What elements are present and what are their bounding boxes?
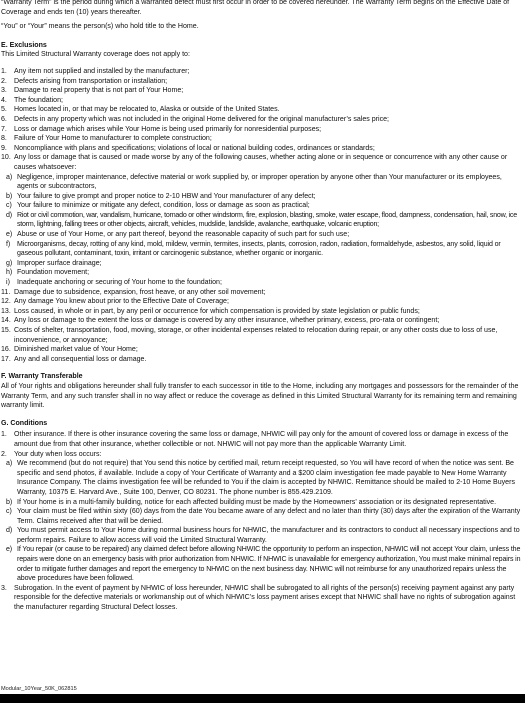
transfer-heading: F. Warranty Transferable [1,373,83,381]
exclusion-item: 11. Damage due to subsidence, expansion, frost heave, or any other soil movement; [1,288,266,296]
condition-subitem: c) Your claim must be filed within sixty (60) days from the date You became aware of any defect and no later than thirty (30) days after the expiration of the Warranty Term. Claims received after that will be denied. [6,508,521,525]
condition-subitem: b) If Your home is in a multi-family building, notice for each affected building must be made by the Homeowners’ association or its designated representative. [6,498,497,506]
warranty-document-page [1,0,522,613]
exclusion-subitem: a) Negligence, improper maintenance, defective material or work supplied by, or improper operation by anyone other than Your manufacturer or its employees, agents or subcontractors, [6,173,502,191]
exclusion-item: 4. The foundation; [1,96,63,104]
exclusion-item: 8. Failure of Your Home to manufacturer to complete construction; [1,135,212,143]
condition-item: 2. Your duty when loss occurs: [1,450,102,458]
exclusion-subitem: b) Your failure to give prompt and proper notice to 2-10 HBW and Your manufacturer of any defect; [6,192,316,200]
exclusion-item: 1. Any item not supplied and installed by the manufacturer; [1,67,190,75]
exclusion-item: 5. Homes located in, or that may be relocated to, Alaska or outside of the United States. [1,106,280,114]
exclusion-item: 17. Any and all consequential loss or damage. [1,355,147,363]
exclusions-list [1,67,522,364]
footer-bar [0,694,525,703]
condition-subitem: d) You must permit access to Your Home during normal business hours for NHWIC, the manufacturer and its contractors to conduct all necessary inspections and to perform repairs. Failure to allow access will void the Limited Structural Warranty. [6,527,520,544]
document-footer-code: Modular_10Year_50K_062815 [1,686,77,692]
conditions-list [1,430,522,612]
exclusion-item: 3. Damage to real property that is not part of Your Home; [1,87,184,95]
exclusion-item: 16. Diminished market value of Your Home; [1,346,138,354]
conditions-heading: G. Conditions [1,419,48,427]
exclusions-intro: This Limited Structural Warranty coverage does not apply to: [1,51,190,59]
exclusion-subitem: d) Riot or civil commotion, war, vandalism, hurricane, tornado or other windstorm, fire, explosion, blasting, smoke, water escape, flood, dampness, condensation, hail, snow, ice storm, lightning, falling trees or other objects, aircraft, vehicles, mudslide, landslide, avalanche, earthquake, volcanic eruption; [6,211,517,229]
exclusion-item: 9. Noncompliance with plans and specifications; violations of local or national building codes, ordinances or standards; [1,144,375,152]
exclusion-item: 12. Any damage You knew about prior to the Effective Date of Coverage; [1,298,229,306]
warranty-term-definition: “Warranty Term” is the period during which a warranted defect must first occur in order to be covered hereunder. The Warranty Term begins on the Effective Date of Coverage and ends ten (10) years thereafter. [1,0,510,16]
you-definition: “You” or “Your” means the person(s) who hold title to the Home. [1,23,199,31]
exclusion-subitem: f) Microorganisms, decay, rotting of any kind, mold, mildew, vermin, termites, insects, plants, corrosion, radon, radiation, formaldehyde, asbestos, any solid, liquid or gaseous pollutant, contaminant, toxin, irritant or carcinogenic substance, whether organic or inorganic. [6,240,501,258]
condition-subitem: e) If You repair (or cause to be repaired) any claimed defect before allowing NHWIC the opportunity to perform an inspection, NHWIC will not accept Your claim, unless the repairs were done on an emergency basis with prior authorization from NHWIC. If NHWIC is unavailable for emergency authorization, You must make minimal repairs in order to mitigate further damages and report the emergency to NHWIC on the next business day. NHWIC will not reimburse for any unauthorized repairs unless the above procedures have been followed. [6,546,521,583]
exclusion-subitem: c) Your failure to minimize or mitigate any defect, condition, loss or damage as soon as practical; [6,202,310,210]
exclusion-item: 15. Costs of shelter, transportation, food, moving, storage, or other incidental expenses related to relocation during repair, or any other costs due to loss of use, inconvenience, or annoyance; [1,327,498,344]
exclusion-subitem: e) Abuse or use of Your Home, or any part thereof, beyond the reasonable capacity of such part for such use; [6,231,350,239]
exclusion-item: 7. Loss or damage which arises while Your Home is being used primarily for nonresidential purposes; [1,125,322,133]
exclusion-item: 13. Loss caused, in whole or in part, by any peril or occurrence for which compensation is provided by state legislation or public funds; [1,307,420,315]
exclusion-subitem: g) Improper surface drainage; [6,259,102,267]
exclusion-item: 14. Any loss or damage to the extent the loss or damage is covered by any other insurance, whether primary, excess, pro-rata or contingent; [1,317,440,325]
exclusion-item: 6. Defects in any property which was not included in the original Home delivered for the original manufacturer’s sales price; [1,115,389,123]
transfer-body: All of Your rights and obligations hereunder shall fully transfer to each successor in title to the Home, including any mortgages and possessors for the remainder of the Warranty Term, and any such transfer shall in no way affect or reduce the coverage as defined in this Limited Structural Warranty for its remaining term and remaining warranty limit. [1,382,519,410]
condition-subitem: a) We recommend (but do not require) that You send this notice by certified mail, return receipt requested, so You will have record of when the notice was sent. Be specific and send photos, if available. Include a copy of Your Certificate of Warranty and a $200 claim investigation fee made payable to New Home Warranty Insurance Company. The claims investigation fee will be refunded to You if the claim is accepted by NHWIC. Remittance should be mailed to 2-10 Home Buyers Warranty, 10375 E. Harvard Ave., Suite 100, Denver, CO 80231. The phone number is 855.429.2109. [6,460,515,496]
exclusion-item: 2. Defects arising from transportation or installation; [1,77,168,85]
exclusion-subitem: h) Foundation movement; [6,269,90,277]
exclusion-item: 10. Any loss or damage that is caused or made worse by any of the following causes, whether acting alone or in sequence or concurrence with any other cause or causes whatsoever: [1,154,508,171]
condition-item: 3. Subrogation. In the event of payment by NHWIC of loss hereunder, NHWIC shall be subrogated to all rights of the person(s) receiving payment against any party responsible for the defective materials or workmanship out of which NHWIC’s loss payment arises except that NHWIC shall have no rights of subrogation against the manufacturer regarding Structural Defect losses. [1,584,516,612]
condition-item: 1. Other insurance. If there is other insurance covering the same loss or damage, NHWIC will pay only for the amount of covered loss or damage in excess of the amount due from that other insurance, whether collectible or not. NHWIC will not pay more than the applicable Warranty Limit. [1,431,509,448]
exclusions-heading: E. Exclusions [1,41,47,49]
exclusion-subitem: i) Inadequate anchoring or securing of Your home to the foundation; [6,279,222,287]
